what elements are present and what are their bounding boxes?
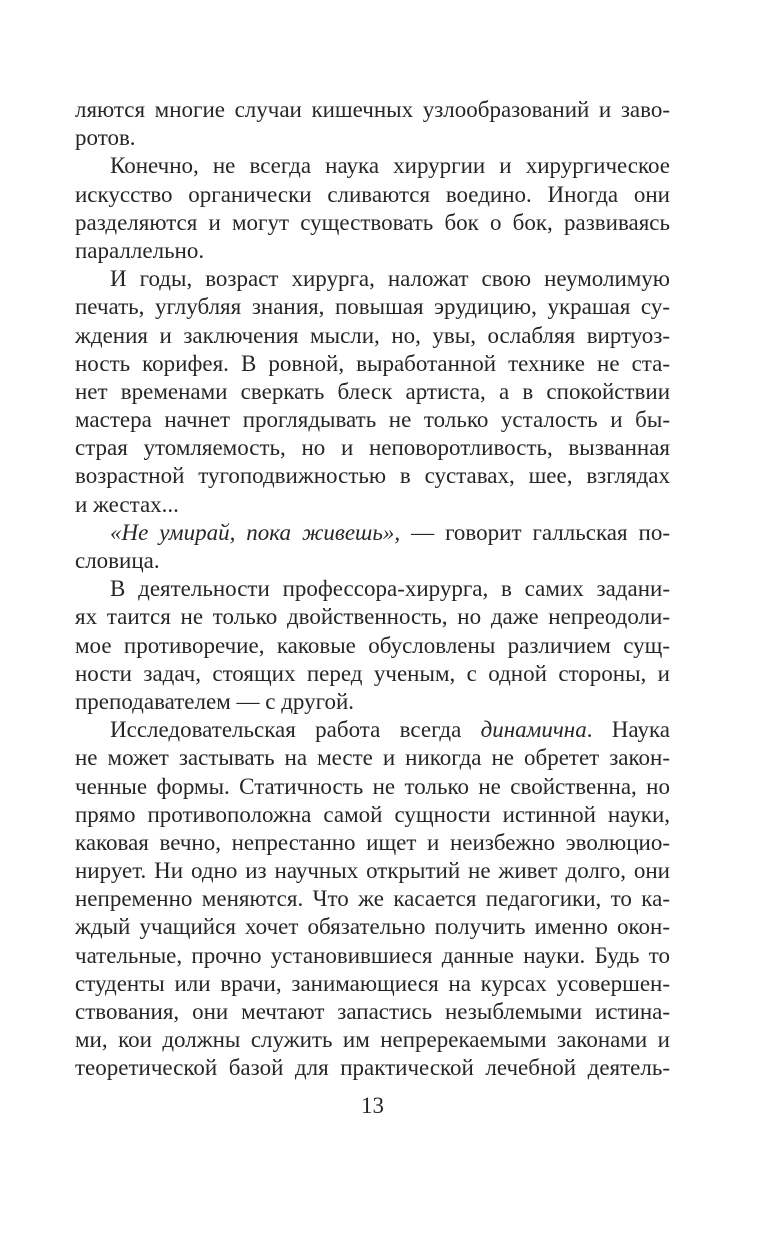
text-line: разделяются и могут существовать бок о бок, развиваясь xyxy=(75,209,670,235)
text-line: мое противоречие, каковые обусловлены различием сущ- xyxy=(75,632,670,658)
text-line: ях таится не только двойственность, но даже непреодоли- xyxy=(75,604,670,630)
text-line: ждый учащийся хочет обязательно получить именно окон- xyxy=(75,914,670,940)
text-line: прямо противоположна самой сущности истинной науки, xyxy=(75,801,670,827)
text-line: мастера начнет проглядывать не только усталость и бы- xyxy=(75,407,670,433)
text-line: возрастной тугоподвижностью в суставах, шее, взглядах xyxy=(75,463,670,489)
text-line: страя утомляемость, но и неповоротливость, вызванная xyxy=(75,435,670,461)
text-line: словица. xyxy=(75,548,160,573)
text-line: и жестах... xyxy=(75,491,179,517)
text-line: «Не умирай, пока живешь», — говорит галльская по- xyxy=(110,519,670,545)
page-number: 13 xyxy=(361,1093,384,1118)
text-line: ротов. xyxy=(75,125,136,151)
text-line: нет временами сверкать блеск артиста, а в спокойствии xyxy=(75,378,670,404)
text-line: ность корифея. В ровной, выработанной технике не ста- xyxy=(75,350,670,376)
text-line: ляются многие случаи кишечных узлообразований и заво- xyxy=(75,97,670,122)
text-line: чательные, прочно установившиеся данные науки. Будь то xyxy=(75,942,670,968)
text-line: ствования, они мечтают запастись незыблемыми истина- xyxy=(75,999,670,1024)
text-line: И годы, возраст хирурга, наложат свою неумолимую xyxy=(110,266,670,292)
text-line: искусство органически сливаются воедино. Иногда они xyxy=(75,181,670,207)
text-line: нирует. Ни одно из научных открытий не живет долго, они xyxy=(75,858,670,884)
text-line: непременно меняются. Что же касается педагогики, то ка- xyxy=(75,886,670,912)
page-text xyxy=(75,96,670,1083)
text-line: ждения и заключения мысли, но, увы, ослабляя виртуоз- xyxy=(75,322,670,348)
text-line: каковая вечно, непрестанно ищет и неизбежно эволюцио- xyxy=(75,829,670,855)
text-line: ми, кои должны служить им непререкаемыми законами и xyxy=(75,1027,670,1053)
text-line: ченные формы. Статичность не только не свойственна, но xyxy=(75,773,670,799)
text-line: Исследовательская работа всегда динамична. Наука xyxy=(110,717,670,743)
text-line: В деятельности профессора-хирурга, в самих задани- xyxy=(110,576,670,602)
text-line: параллельно. xyxy=(75,237,205,263)
text-line: не может застывать на месте и никогда не обретет закон- xyxy=(75,745,670,771)
text-line: теоретической базой для практической лечебной деятель- xyxy=(75,1055,670,1081)
text-line: студенты или врачи, занимающиеся на курсах усовершен- xyxy=(75,970,670,996)
text-line: ности задач, стоящих перед ученым, с одной стороны, и xyxy=(75,660,670,686)
text-line: печать, углубляя знания, повышая эрудицию, украшая су- xyxy=(75,294,670,320)
text-line: Конечно, не всегда наука хирургии и хирургическое xyxy=(110,153,670,179)
text-line: преподавателем — с другой. xyxy=(75,688,355,714)
